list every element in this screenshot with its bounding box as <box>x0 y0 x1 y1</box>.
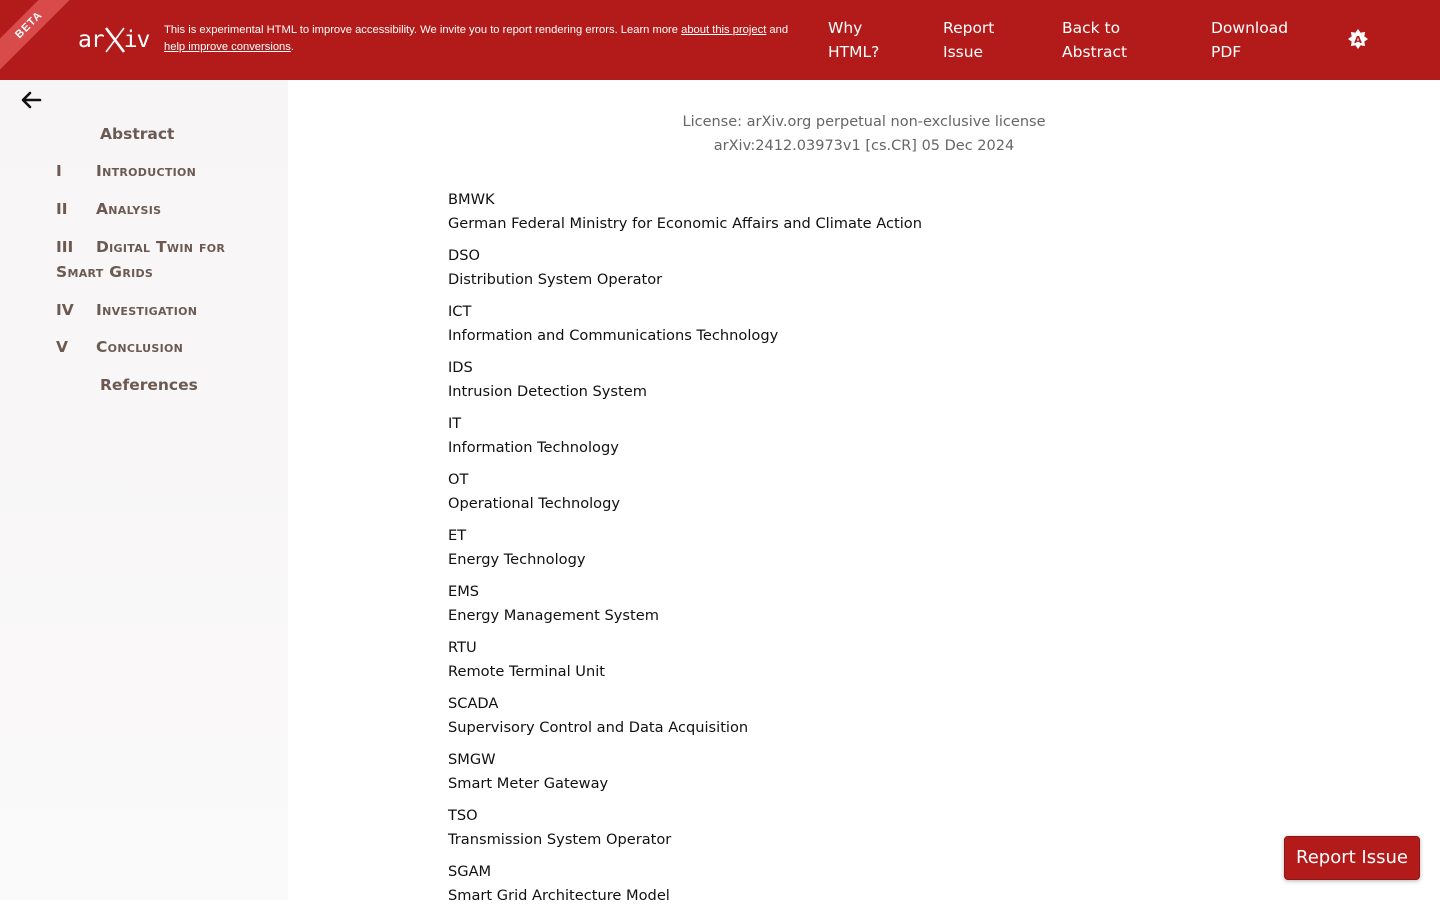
glossary-definition: German Federal Ministry for Economic Affairs and Climate Action <box>448 215 922 232</box>
toc-item-investigation[interactable] <box>56 298 266 323</box>
toc-number: V <box>56 338 68 356</box>
glossary-definition: Energy Management System <box>448 607 659 624</box>
glossary-term: OT <box>448 471 469 488</box>
glossary-term: IT <box>448 415 462 432</box>
toc-item-analysis[interactable] <box>56 197 266 222</box>
help-improve-link[interactable]: help improve conversions <box>164 41 291 53</box>
glossary-entry <box>448 636 1148 692</box>
toc-title: Digital Twin for <box>96 238 226 256</box>
glossary-entry <box>448 244 1148 300</box>
notice-text: This is experimental HTML to improve accessibility. We invite you to report rendering errors. Learn more <box>164 24 678 36</box>
glossary-term: ET <box>448 527 467 544</box>
glossary-entry <box>448 188 1148 244</box>
arxiv-x-icon <box>104 26 126 54</box>
glossary-definition: Smart Grid Architecture Model <box>448 887 670 904</box>
back-to-abstract-line1: Back to <box>1062 19 1121 37</box>
glossary-term: SCADA <box>448 695 499 712</box>
toc-title: Introduction <box>96 162 197 180</box>
glossary-definition: Remote Terminal Unit <box>448 663 605 680</box>
glossary-entry <box>448 748 1148 804</box>
notice-and: and <box>769 24 789 36</box>
theme-toggle-button[interactable] <box>1346 27 1370 51</box>
glossary-entry <box>448 692 1148 748</box>
toc-title: Analysis <box>96 200 162 218</box>
toc-title-continued: Smart Grids <box>56 263 154 281</box>
acronym-glossary <box>448 188 1148 916</box>
toc-title: Conclusion <box>96 338 184 356</box>
glossary-term: IDS <box>448 359 473 376</box>
toc-number: I <box>56 162 62 180</box>
toc-abstract[interactable]: Abstract <box>100 125 175 143</box>
about-project-link[interactable]: about this project <box>681 24 767 36</box>
glossary-term: RTU <box>448 639 477 656</box>
experimental-notice <box>164 22 812 56</box>
glossary-term: SGAM <box>448 863 492 880</box>
download-pdf-link[interactable] <box>1211 16 1288 64</box>
glossary-definition: Operational Technology <box>448 495 621 512</box>
why-html-line2: HTML? <box>828 43 880 61</box>
glossary-term: BMWK <box>448 191 495 208</box>
glossary-entry <box>448 468 1148 524</box>
back-to-abstract-link[interactable] <box>1062 16 1127 64</box>
toc-number: IV <box>56 301 74 319</box>
why-html-link[interactable] <box>828 16 879 64</box>
license-text: License: arXiv.org perpetual non-exclusive license <box>682 114 1046 130</box>
glossary-definition: Energy Technology <box>448 551 586 568</box>
table-of-contents <box>0 80 288 900</box>
report-issue-link[interactable] <box>943 16 994 64</box>
theme-toggle-icon <box>1346 27 1370 51</box>
arxiv-logo-text: ar iv <box>78 27 150 53</box>
arxiv-logo[interactable] <box>78 20 152 60</box>
toc-item-digital-twin[interactable] <box>56 235 266 285</box>
glossary-definition: Information and Communications Technology <box>448 327 779 344</box>
glossary-entry <box>448 356 1148 412</box>
report-issue-floating-button[interactable]: Report Issue <box>1284 836 1420 880</box>
report-issue-line2: Issue <box>943 43 984 61</box>
download-pdf-line2: PDF <box>1211 43 1242 61</box>
glossary-definition: Transmission System Operator <box>448 831 672 848</box>
glossary-definition: Supervisory Control and Data Acquisition <box>448 719 749 736</box>
glossary-entry <box>448 412 1148 468</box>
glossary-definition: Distribution System Operator <box>448 271 663 288</box>
toc-references[interactable]: References <box>100 376 198 394</box>
glossary-term: ICT <box>448 303 472 320</box>
glossary-definition: Smart Meter Gateway <box>448 775 609 792</box>
toc-item-introduction[interactable] <box>56 159 266 184</box>
article-content <box>288 80 1440 904</box>
glossary-term: TSO <box>448 807 478 824</box>
glossary-term: DSO <box>448 247 480 264</box>
glossary-definition: Intrusion Detection System <box>448 383 647 400</box>
glossary-entry <box>448 524 1148 580</box>
toc-number: III <box>56 238 74 256</box>
license-block <box>288 110 1440 158</box>
glossary-entry <box>448 580 1148 636</box>
toc-number: II <box>56 200 68 218</box>
why-html-line1: Why <box>828 19 863 37</box>
glossary-entry <box>448 860 1148 916</box>
notice-suffix: . <box>290 41 294 53</box>
glossary-definition: Information Technology <box>448 439 619 456</box>
top-banner <box>0 0 1440 80</box>
glossary-entry <box>448 300 1148 356</box>
glossary-term: EMS <box>448 583 480 600</box>
glossary-term: SMGW <box>448 751 496 768</box>
back-to-abstract-line2: Abstract <box>1062 43 1128 61</box>
arxiv-identifier: arXiv:2412.03973v1 [cs.CR] 05 Dec 2024 <box>713 138 1015 154</box>
svg-text:A: A <box>1354 35 1362 46</box>
download-pdf-line1: Download <box>1211 19 1289 37</box>
glossary-entry <box>448 804 1148 860</box>
toc-title: Investigation <box>96 301 198 319</box>
report-issue-line1: Report <box>943 19 995 37</box>
arrow-left-icon[interactable] <box>20 90 42 110</box>
beta-ribbon: BETA <box>0 0 76 72</box>
toc-item-conclusion[interactable] <box>56 335 266 360</box>
